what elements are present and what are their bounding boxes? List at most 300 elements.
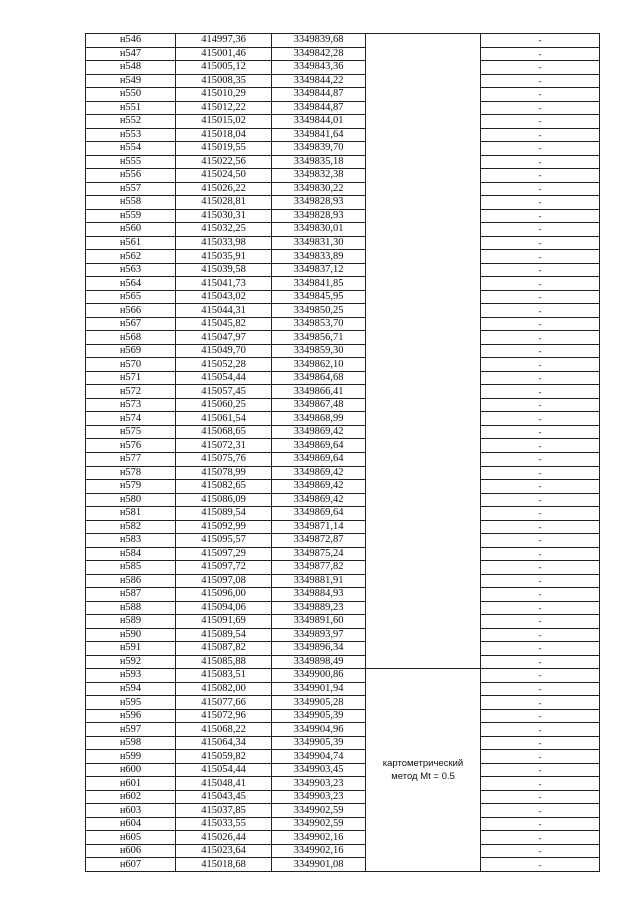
y-coordinate-cell: 3349905,39 — [272, 709, 366, 723]
point-id-cell: н588 — [86, 601, 176, 615]
y-coordinate-cell: 3349868,99 — [272, 412, 366, 426]
x-coordinate-cell: 415097,08 — [176, 574, 272, 588]
y-coordinate-cell: 3349844,22 — [272, 74, 366, 88]
description-cell: - — [481, 250, 600, 264]
point-id-cell: н589 — [86, 615, 176, 629]
description-cell: - — [481, 439, 600, 453]
point-id-cell: н551 — [86, 101, 176, 115]
x-coordinate-cell: 415075,76 — [176, 452, 272, 466]
description-cell: - — [481, 182, 600, 196]
table-row — [86, 547, 600, 561]
point-id-cell: н591 — [86, 642, 176, 656]
description-cell: - — [481, 696, 600, 710]
point-id-cell: н604 — [86, 817, 176, 831]
y-coordinate-cell: 3349862,10 — [272, 358, 366, 372]
x-coordinate-cell: 415019,55 — [176, 142, 272, 156]
y-coordinate-cell: 3349842,28 — [272, 47, 366, 61]
description-cell: - — [481, 750, 600, 764]
description-cell: - — [481, 520, 600, 534]
coordinates-table — [85, 33, 600, 872]
point-id-cell: н561 — [86, 236, 176, 250]
description-cell: - — [481, 155, 600, 169]
point-id-cell: н564 — [86, 277, 176, 291]
description-cell: - — [481, 277, 600, 291]
description-cell: - — [481, 561, 600, 575]
y-coordinate-cell: 3349902,16 — [272, 844, 366, 858]
description-cell: - — [481, 831, 600, 845]
description-cell: - — [481, 371, 600, 385]
table-row — [86, 101, 600, 115]
y-coordinate-cell: 3349869,64 — [272, 452, 366, 466]
y-coordinate-cell: 3349839,68 — [272, 34, 366, 48]
description-cell: - — [481, 398, 600, 412]
y-coordinate-cell: 3349905,28 — [272, 696, 366, 710]
x-coordinate-cell: 415092,99 — [176, 520, 272, 534]
table-row — [86, 520, 600, 534]
x-coordinate-cell: 415059,82 — [176, 750, 272, 764]
point-id-cell: н596 — [86, 709, 176, 723]
table-row — [86, 831, 600, 845]
table-row — [86, 371, 600, 385]
method-label-line2: метод Mt = 0.5 — [391, 771, 455, 783]
table-row — [86, 669, 600, 683]
y-coordinate-cell: 3349869,42 — [272, 466, 366, 480]
table-row — [86, 466, 600, 480]
point-id-cell: н593 — [86, 669, 176, 683]
x-coordinate-cell: 415049,70 — [176, 344, 272, 358]
y-coordinate-cell: 3349869,64 — [272, 439, 366, 453]
table-row — [86, 344, 600, 358]
y-coordinate-cell: 3349902,16 — [272, 831, 366, 845]
table-row — [86, 480, 600, 494]
point-id-cell: н549 — [86, 74, 176, 88]
table-row — [86, 169, 600, 183]
y-coordinate-cell: 3349841,85 — [272, 277, 366, 291]
table-row — [86, 358, 600, 372]
x-coordinate-cell: 415095,57 — [176, 534, 272, 548]
point-id-cell: н569 — [86, 344, 176, 358]
table-row — [86, 263, 600, 277]
y-coordinate-cell: 3349837,12 — [272, 263, 366, 277]
x-coordinate-cell: 415057,45 — [176, 385, 272, 399]
point-id-cell: н548 — [86, 61, 176, 75]
y-coordinate-cell: 3349905,39 — [272, 736, 366, 750]
x-coordinate-cell: 415064,34 — [176, 736, 272, 750]
y-coordinate-cell: 3349843,36 — [272, 61, 366, 75]
x-coordinate-cell: 415052,28 — [176, 358, 272, 372]
point-id-cell: н594 — [86, 682, 176, 696]
description-cell: - — [481, 61, 600, 75]
point-id-cell: н579 — [86, 480, 176, 494]
method-cell — [366, 34, 481, 669]
x-coordinate-cell: 415091,69 — [176, 615, 272, 629]
y-coordinate-cell: 3349869,42 — [272, 425, 366, 439]
point-id-cell: н583 — [86, 534, 176, 548]
description-cell: - — [481, 534, 600, 548]
x-coordinate-cell: 415072,31 — [176, 439, 272, 453]
x-coordinate-cell: 415030,31 — [176, 209, 272, 223]
description-cell: - — [481, 723, 600, 737]
point-id-cell: н574 — [86, 412, 176, 426]
description-cell: - — [481, 47, 600, 61]
point-id-cell: н577 — [86, 452, 176, 466]
point-id-cell: н595 — [86, 696, 176, 710]
x-coordinate-cell: 415087,82 — [176, 642, 272, 656]
description-cell: - — [481, 790, 600, 804]
description-cell: - — [481, 317, 600, 331]
point-id-cell: н599 — [86, 750, 176, 764]
table-row — [86, 507, 600, 521]
table-row — [86, 412, 600, 426]
x-coordinate-cell: 415035,91 — [176, 250, 272, 264]
y-coordinate-cell: 3349903,23 — [272, 777, 366, 791]
x-coordinate-cell: 415097,72 — [176, 561, 272, 575]
y-coordinate-cell: 3349844,01 — [272, 115, 366, 129]
table-row — [86, 115, 600, 129]
table-row — [86, 331, 600, 345]
table-row — [86, 209, 600, 223]
x-coordinate-cell: 415022,56 — [176, 155, 272, 169]
x-coordinate-cell: 415008,35 — [176, 74, 272, 88]
y-coordinate-cell: 3349830,22 — [272, 182, 366, 196]
description-cell: - — [481, 223, 600, 237]
y-coordinate-cell: 3349903,45 — [272, 763, 366, 777]
point-id-cell: н575 — [86, 425, 176, 439]
table-row — [86, 317, 600, 331]
y-coordinate-cell: 3349869,64 — [272, 507, 366, 521]
x-coordinate-cell: 415005,12 — [176, 61, 272, 75]
y-coordinate-cell: 3349875,24 — [272, 547, 366, 561]
y-coordinate-cell: 3349864,68 — [272, 371, 366, 385]
y-coordinate-cell: 3349901,08 — [272, 858, 366, 872]
y-coordinate-cell: 3349901,94 — [272, 682, 366, 696]
y-coordinate-cell: 3349830,01 — [272, 223, 366, 237]
description-cell: - — [481, 452, 600, 466]
y-coordinate-cell: 3349844,87 — [272, 88, 366, 102]
point-id-cell: н546 — [86, 34, 176, 48]
y-coordinate-cell: 3349835,18 — [272, 155, 366, 169]
point-id-cell: н566 — [86, 304, 176, 318]
point-id-cell: н581 — [86, 507, 176, 521]
description-cell: - — [481, 763, 600, 777]
x-coordinate-cell: 415023,64 — [176, 844, 272, 858]
point-id-cell: н552 — [86, 115, 176, 129]
table-row — [86, 561, 600, 575]
table-row — [86, 155, 600, 169]
description-cell: - — [481, 588, 600, 602]
point-id-cell: н568 — [86, 331, 176, 345]
x-coordinate-cell: 415037,85 — [176, 804, 272, 818]
description-cell: - — [481, 547, 600, 561]
description-cell: - — [481, 628, 600, 642]
y-coordinate-cell: 3349853,70 — [272, 317, 366, 331]
point-id-cell: н586 — [86, 574, 176, 588]
point-id-cell: н555 — [86, 155, 176, 169]
point-id-cell: н587 — [86, 588, 176, 602]
description-cell: - — [481, 101, 600, 115]
description-cell: - — [481, 331, 600, 345]
description-cell: - — [481, 74, 600, 88]
x-coordinate-cell: 415082,00 — [176, 682, 272, 696]
point-id-cell: н606 — [86, 844, 176, 858]
y-coordinate-cell: 3349831,30 — [272, 236, 366, 250]
description-cell: - — [481, 817, 600, 831]
x-coordinate-cell: 415033,98 — [176, 236, 272, 250]
x-coordinate-cell: 415033,55 — [176, 817, 272, 831]
description-cell: - — [481, 209, 600, 223]
x-coordinate-cell: 415010,29 — [176, 88, 272, 102]
x-coordinate-cell: 415097,29 — [176, 547, 272, 561]
point-id-cell: н565 — [86, 290, 176, 304]
point-id-cell: н560 — [86, 223, 176, 237]
y-coordinate-cell: 3349869,42 — [272, 493, 366, 507]
table-row — [86, 655, 600, 669]
table-row — [86, 398, 600, 412]
table-row — [86, 236, 600, 250]
description-cell: - — [481, 655, 600, 669]
description-cell: - — [481, 115, 600, 129]
point-id-cell: н592 — [86, 655, 176, 669]
x-coordinate-cell: 415085,88 — [176, 655, 272, 669]
table-row — [86, 250, 600, 264]
description-cell: - — [481, 385, 600, 399]
description-cell: - — [481, 507, 600, 521]
point-id-cell: н550 — [86, 88, 176, 102]
x-coordinate-cell: 415012,22 — [176, 101, 272, 115]
x-coordinate-cell: 415061,54 — [176, 412, 272, 426]
description-cell: - — [481, 777, 600, 791]
description-cell: - — [481, 142, 600, 156]
description-cell: - — [481, 412, 600, 426]
table-row — [86, 128, 600, 142]
point-id-cell: н547 — [86, 47, 176, 61]
y-coordinate-cell: 3349881,91 — [272, 574, 366, 588]
y-coordinate-cell: 3349871,14 — [272, 520, 366, 534]
point-id-cell: н597 — [86, 723, 176, 737]
x-coordinate-cell: 415072,96 — [176, 709, 272, 723]
point-id-cell: н572 — [86, 385, 176, 399]
description-cell: - — [481, 480, 600, 494]
y-coordinate-cell: 3349872,87 — [272, 534, 366, 548]
point-id-cell: н553 — [86, 128, 176, 142]
x-coordinate-cell: 415082,65 — [176, 480, 272, 494]
description-cell: - — [481, 236, 600, 250]
point-id-cell: н584 — [86, 547, 176, 561]
table-row — [86, 439, 600, 453]
table-row — [86, 682, 600, 696]
method-label-line1: картометрический — [382, 758, 464, 770]
y-coordinate-cell: 3349902,59 — [272, 804, 366, 818]
y-coordinate-cell: 3349900,86 — [272, 669, 366, 683]
description-cell: - — [481, 642, 600, 656]
x-coordinate-cell: 415068,65 — [176, 425, 272, 439]
point-id-cell: н562 — [86, 250, 176, 264]
x-coordinate-cell: 414997,36 — [176, 34, 272, 48]
description-cell: - — [481, 263, 600, 277]
x-coordinate-cell: 415028,81 — [176, 196, 272, 210]
point-id-cell: н585 — [86, 561, 176, 575]
point-id-cell: н578 — [86, 466, 176, 480]
table-row — [86, 277, 600, 291]
x-coordinate-cell: 415041,73 — [176, 277, 272, 291]
table-row — [86, 804, 600, 818]
point-id-cell: н603 — [86, 804, 176, 818]
y-coordinate-cell: 3349884,93 — [272, 588, 366, 602]
description-cell: - — [481, 128, 600, 142]
point-id-cell: н600 — [86, 763, 176, 777]
x-coordinate-cell: 415015,02 — [176, 115, 272, 129]
x-coordinate-cell: 415024,50 — [176, 169, 272, 183]
description-cell: - — [481, 682, 600, 696]
y-coordinate-cell: 3349850,25 — [272, 304, 366, 318]
point-id-cell: н576 — [86, 439, 176, 453]
x-coordinate-cell: 415083,51 — [176, 669, 272, 683]
description-cell: - — [481, 196, 600, 210]
description-cell: - — [481, 88, 600, 102]
table-row — [86, 61, 600, 75]
table-row — [86, 290, 600, 304]
table-row — [86, 601, 600, 615]
description-cell: - — [481, 804, 600, 818]
method-cell — [366, 669, 481, 872]
x-coordinate-cell: 415043,02 — [176, 290, 272, 304]
point-id-cell: н556 — [86, 169, 176, 183]
y-coordinate-cell: 3349832,38 — [272, 169, 366, 183]
table-row — [86, 588, 600, 602]
point-id-cell: н582 — [86, 520, 176, 534]
table-row — [86, 790, 600, 804]
table-row — [86, 736, 600, 750]
x-coordinate-cell: 415068,22 — [176, 723, 272, 737]
x-coordinate-cell: 415032,25 — [176, 223, 272, 237]
point-id-cell: н602 — [86, 790, 176, 804]
y-coordinate-cell: 3349845,95 — [272, 290, 366, 304]
table-row — [86, 88, 600, 102]
table-row — [86, 385, 600, 399]
table-row — [86, 696, 600, 710]
y-coordinate-cell: 3349869,42 — [272, 480, 366, 494]
x-coordinate-cell: 415094,06 — [176, 601, 272, 615]
point-id-cell: н571 — [86, 371, 176, 385]
y-coordinate-cell: 3349877,82 — [272, 561, 366, 575]
y-coordinate-cell: 3349828,93 — [272, 196, 366, 210]
x-coordinate-cell: 415018,68 — [176, 858, 272, 872]
description-cell: - — [481, 574, 600, 588]
x-coordinate-cell: 415026,44 — [176, 831, 272, 845]
table-row — [86, 34, 600, 48]
x-coordinate-cell: 415054,44 — [176, 371, 272, 385]
y-coordinate-cell: 3349866,41 — [272, 385, 366, 399]
point-id-cell: н605 — [86, 831, 176, 845]
x-coordinate-cell: 415039,58 — [176, 263, 272, 277]
x-coordinate-cell: 415078,99 — [176, 466, 272, 480]
point-id-cell: н559 — [86, 209, 176, 223]
description-cell: - — [481, 615, 600, 629]
y-coordinate-cell: 3349896,34 — [272, 642, 366, 656]
table-row — [86, 534, 600, 548]
point-id-cell: н570 — [86, 358, 176, 372]
y-coordinate-cell: 3349844,87 — [272, 101, 366, 115]
x-coordinate-cell: 415045,82 — [176, 317, 272, 331]
x-coordinate-cell: 415089,54 — [176, 628, 272, 642]
point-id-cell: н607 — [86, 858, 176, 872]
point-id-cell: н598 — [86, 736, 176, 750]
description-cell: - — [481, 466, 600, 480]
table-row — [86, 142, 600, 156]
x-coordinate-cell: 415054,44 — [176, 763, 272, 777]
y-coordinate-cell: 3349859,30 — [272, 344, 366, 358]
y-coordinate-cell: 3349889,23 — [272, 601, 366, 615]
description-cell: - — [481, 358, 600, 372]
table-row — [86, 723, 600, 737]
description-cell: - — [481, 304, 600, 318]
x-coordinate-cell: 415001,46 — [176, 47, 272, 61]
x-coordinate-cell: 415089,54 — [176, 507, 272, 521]
table-row — [86, 615, 600, 629]
table-row — [86, 493, 600, 507]
coordinates-table-body — [86, 34, 600, 872]
table-row — [86, 642, 600, 656]
y-coordinate-cell: 3349833,89 — [272, 250, 366, 264]
x-coordinate-cell: 415043,45 — [176, 790, 272, 804]
y-coordinate-cell: 3349891,60 — [272, 615, 366, 629]
table-row — [86, 196, 600, 210]
table-row — [86, 750, 600, 764]
point-id-cell: н580 — [86, 493, 176, 507]
x-coordinate-cell: 415018,04 — [176, 128, 272, 142]
table-row — [86, 304, 600, 318]
table-row — [86, 844, 600, 858]
description-cell: - — [481, 290, 600, 304]
table-row — [86, 223, 600, 237]
description-cell: - — [481, 169, 600, 183]
table-row — [86, 425, 600, 439]
table-row — [86, 47, 600, 61]
point-id-cell: н567 — [86, 317, 176, 331]
y-coordinate-cell: 3349904,74 — [272, 750, 366, 764]
x-coordinate-cell: 415077,66 — [176, 696, 272, 710]
description-cell: - — [481, 858, 600, 872]
description-cell: - — [481, 601, 600, 615]
y-coordinate-cell: 3349898,49 — [272, 655, 366, 669]
y-coordinate-cell: 3349841,64 — [272, 128, 366, 142]
point-id-cell: н590 — [86, 628, 176, 642]
point-id-cell: н563 — [86, 263, 176, 277]
x-coordinate-cell: 415047,97 — [176, 331, 272, 345]
description-cell: - — [481, 344, 600, 358]
description-cell: - — [481, 493, 600, 507]
table-row — [86, 182, 600, 196]
table-row — [86, 574, 600, 588]
point-id-cell: н573 — [86, 398, 176, 412]
table-row — [86, 763, 600, 777]
description-cell: - — [481, 34, 600, 48]
y-coordinate-cell: 3349856,71 — [272, 331, 366, 345]
y-coordinate-cell: 3349867,48 — [272, 398, 366, 412]
table-row — [86, 628, 600, 642]
description-cell: - — [481, 669, 600, 683]
x-coordinate-cell: 415060,25 — [176, 398, 272, 412]
table-row — [86, 817, 600, 831]
x-coordinate-cell: 415086,09 — [176, 493, 272, 507]
y-coordinate-cell: 3349893,97 — [272, 628, 366, 642]
description-cell: - — [481, 425, 600, 439]
x-coordinate-cell: 415026,22 — [176, 182, 272, 196]
y-coordinate-cell: 3349903,23 — [272, 790, 366, 804]
point-id-cell: н554 — [86, 142, 176, 156]
x-coordinate-cell: 415044,31 — [176, 304, 272, 318]
y-coordinate-cell: 3349828,93 — [272, 209, 366, 223]
